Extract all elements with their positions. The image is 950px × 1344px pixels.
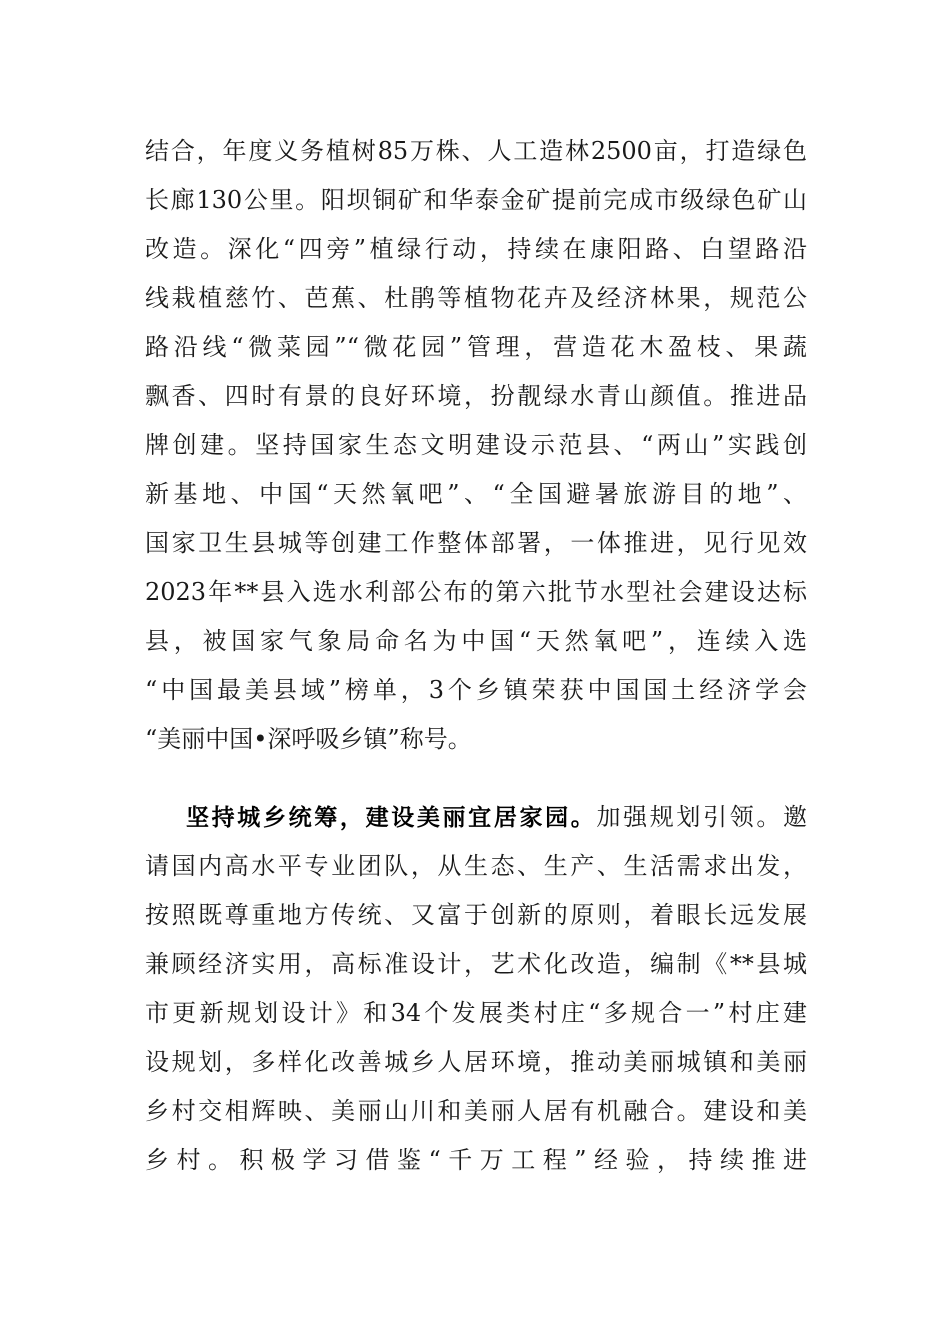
text-line: 2023年**县入选水利部公布的第六批节水型社会建设达标: [145, 578, 807, 606]
paragraph-heading: 坚持城乡统筹，建设美丽宜居家园。: [186, 805, 597, 831]
paragraph-ecology: [145, 127, 807, 764]
text-line: 兼顾经济实用，高标准设计，艺术化改造，编制《**县城: [145, 950, 807, 978]
text-line: 国家卫生县城等创建工作整体部署，一体推进，见行见效: [145, 529, 807, 557]
paragraph-urban-rural: [145, 793, 807, 1185]
heading-continuation: 加强规划引领。邀: [596, 803, 808, 831]
text-line: 市更新规划设计》和34个发展类村庄“多规合一”村庄建: [145, 999, 807, 1027]
text-line-first: [145, 793, 807, 842]
text-line: 乡村交相辉映、美丽山川和美丽人居有机融合。建设和美: [145, 1097, 807, 1125]
text-line: 牌创建。坚持国家生态文明建设示范县、“两山”实践创: [145, 431, 807, 459]
document-body: [145, 127, 807, 1185]
text-line: 路沿线“微菜园”“微花园”管理，营造花木盈枝、果蔬: [145, 333, 807, 361]
text-line: 设规划，多样化改善城乡人居环境，推动美丽城镇和美丽: [145, 1048, 807, 1076]
text-line: 请国内高水平专业团队，从生态、生产、生活需求出发，: [145, 852, 807, 880]
paragraph-gap: [145, 764, 807, 793]
text-line: 改造。深化“四旁”植绿行动，持续在康阳路、白望路沿: [145, 235, 807, 263]
text-line: 结合，年度义务植树85万株、人工造林2500亩，打造绿色: [145, 137, 807, 165]
text-line: 线栽植慈竹、芭蕉、杜鹃等植物花卉及经济林果，规范公: [145, 284, 807, 312]
text-line: “美丽中国•深呼吸乡镇”称号。: [145, 725, 472, 753]
text-line: 县，被国家气象局命名为中国“天然氧吧”，连续入选: [145, 627, 807, 655]
text-line: 新基地、中国“天然氧吧”、“全国避暑旅游目的地”、: [145, 480, 807, 508]
text-line: 乡村。积极学习借鉴“千万工程”经验，持续推进: [145, 1146, 807, 1174]
text-line: 按照既尊重地方传统、又富于创新的原则，着眼长远发展: [145, 901, 807, 929]
text-line: 飘香、四时有景的良好环境，扮靓绿水青山颜值。推进品: [145, 382, 807, 410]
text-line: 长廊130公里。阳坝铜矿和华泰金矿提前完成市级绿色矿山: [145, 186, 807, 214]
text-line: “中国最美县域”榜单，3个乡镇荣获中国国土经济学会: [145, 676, 807, 704]
